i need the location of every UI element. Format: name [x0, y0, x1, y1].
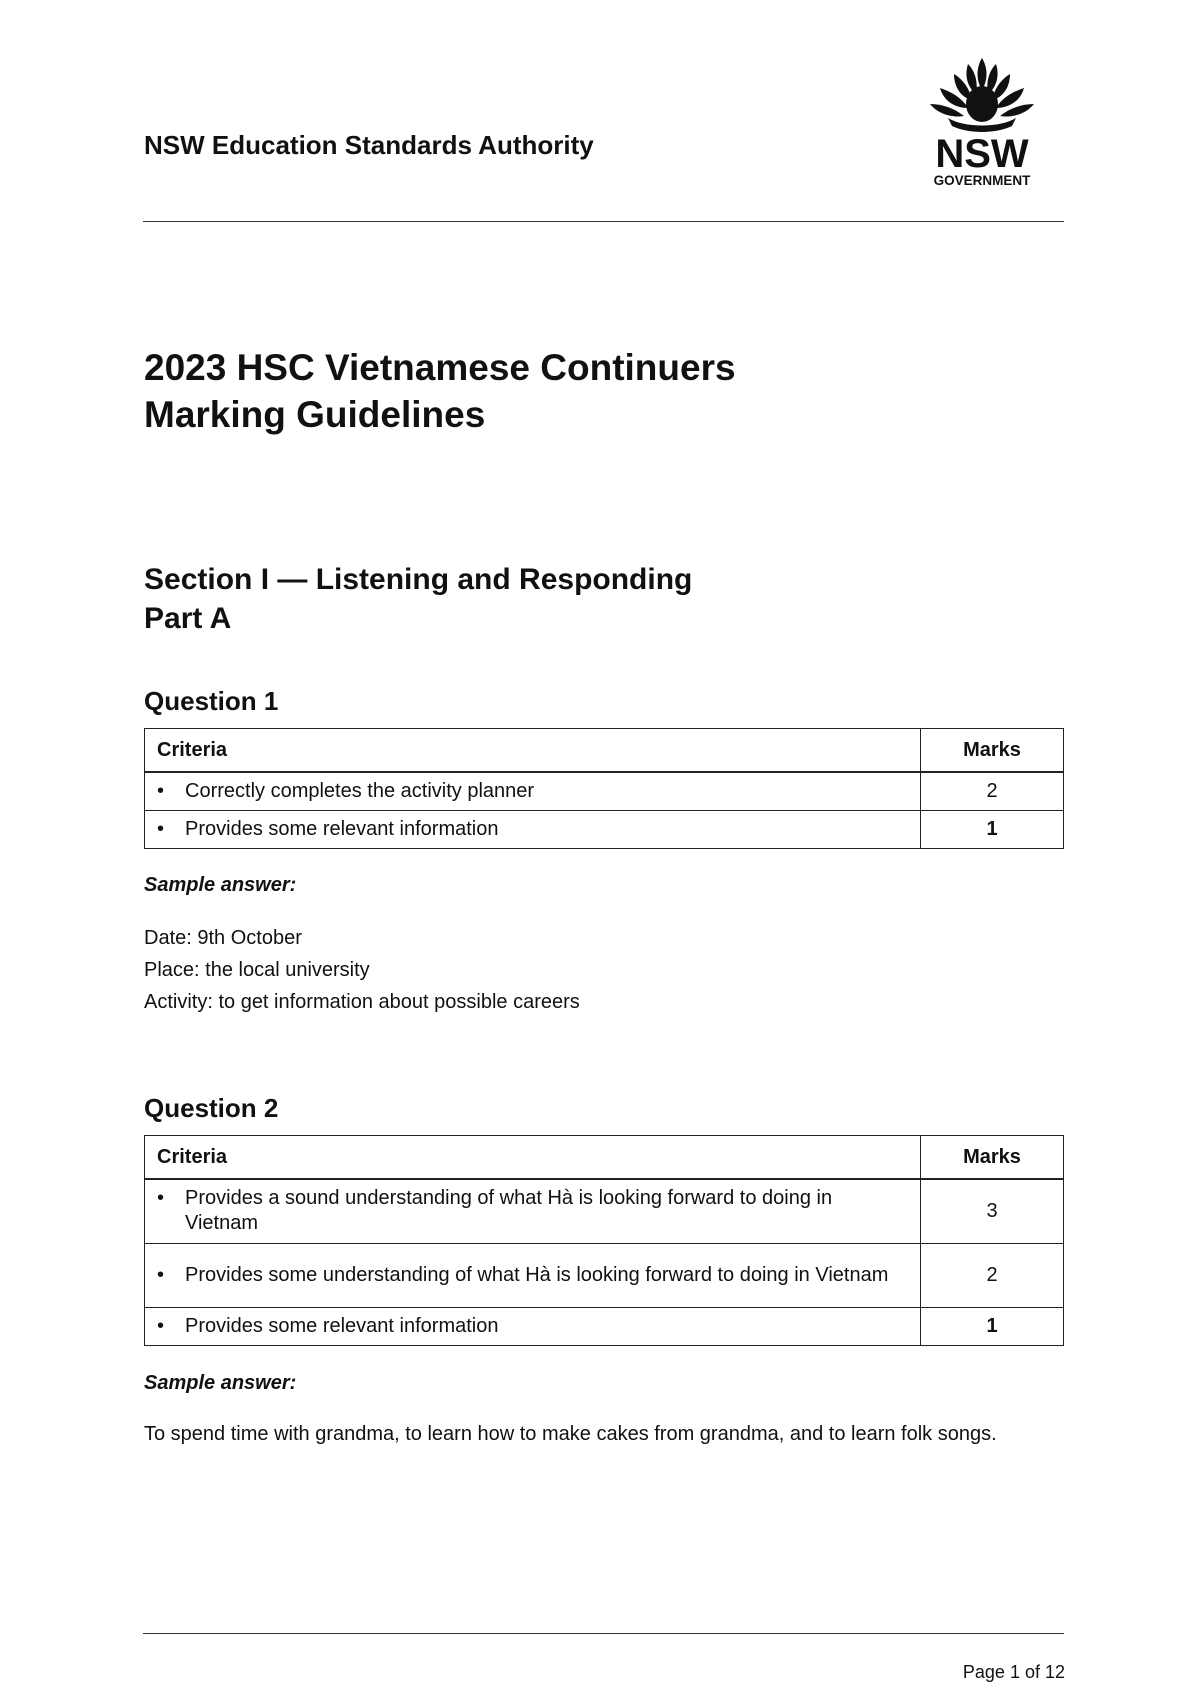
document-title-line2: Marking Guidelines: [144, 394, 486, 435]
answer-line: Place: the local university: [144, 959, 370, 981]
question-1-heading: Question 1: [144, 686, 279, 716]
document-title: [144, 344, 736, 438]
table-row: [145, 1307, 1064, 1345]
question-2-criteria-table: [144, 1135, 1064, 1346]
table-row: [145, 811, 1064, 849]
bullet: •: [157, 1187, 165, 1210]
question-2-sample-label: Sample answer:: [144, 1372, 297, 1394]
marks-column-header: Marks: [921, 729, 1064, 773]
marks-value: 1: [921, 811, 1064, 849]
marks-value: 1: [921, 1307, 1064, 1345]
marks-column-header: Marks: [921, 1136, 1064, 1180]
criterion-text: Provides some relevant information: [185, 1314, 499, 1337]
table-row: [145, 1179, 1064, 1243]
page-number: Page 1 of 12: [962, 1662, 1065, 1682]
header-divider: [143, 221, 1064, 222]
footer-divider: [143, 1633, 1064, 1634]
header-organisation: NSW Education Standards Authority: [144, 130, 594, 160]
question-2-sample-answer: To spend time with grandma, to learn how to make cakes from grandma, and to learn folk songs.: [144, 1423, 997, 1445]
section-heading-line1: Section I — Listening and Responding: [144, 563, 693, 596]
marks-value: 2: [921, 1243, 1064, 1307]
question-2-heading: Question 2: [144, 1093, 279, 1123]
question-1-sample-answer: [144, 922, 580, 1018]
nsw-government-logo: [924, 54, 1040, 188]
document-title-line1: 2023 HSC Vietnamese Continuers: [144, 347, 736, 388]
criteria-column-header: Criteria: [145, 729, 921, 773]
question-1-criteria-table: [144, 728, 1064, 849]
bullet: •: [157, 1314, 165, 1337]
question-1-sample-label: Sample answer:: [144, 874, 297, 896]
criterion-text: Provides some relevant information: [185, 818, 499, 840]
criterion-text: Correctly completes the activity planner: [185, 780, 535, 802]
marks-value: 2: [921, 772, 1064, 811]
bullet: •: [157, 780, 165, 802]
marks-value: 3: [921, 1179, 1064, 1243]
table-header-row: [145, 729, 1064, 773]
criterion-text: Provides some understanding of what Hà is looking forward to doing in Vietnam: [185, 1263, 889, 1286]
section-heading-line2: Part A: [144, 602, 232, 635]
section-heading: [144, 560, 692, 638]
table-header-row: [145, 1136, 1064, 1180]
bullet: •: [157, 818, 165, 840]
criterion-text: Provides a sound understanding of what Hà is looking forward to doing in Vietnam: [185, 1187, 833, 1235]
table-row: [145, 772, 1064, 811]
bullet: •: [157, 1263, 165, 1286]
answer-line: Activity: to get information about possible careers: [144, 991, 580, 1013]
logo-nsw-text: NSW: [935, 132, 1029, 176]
criteria-column-header: Criteria: [145, 1136, 921, 1180]
answer-line: Date: 9th October: [144, 927, 302, 949]
table-row: [145, 1243, 1064, 1307]
logo-government-text: GOVERNMENT: [933, 173, 1031, 188]
